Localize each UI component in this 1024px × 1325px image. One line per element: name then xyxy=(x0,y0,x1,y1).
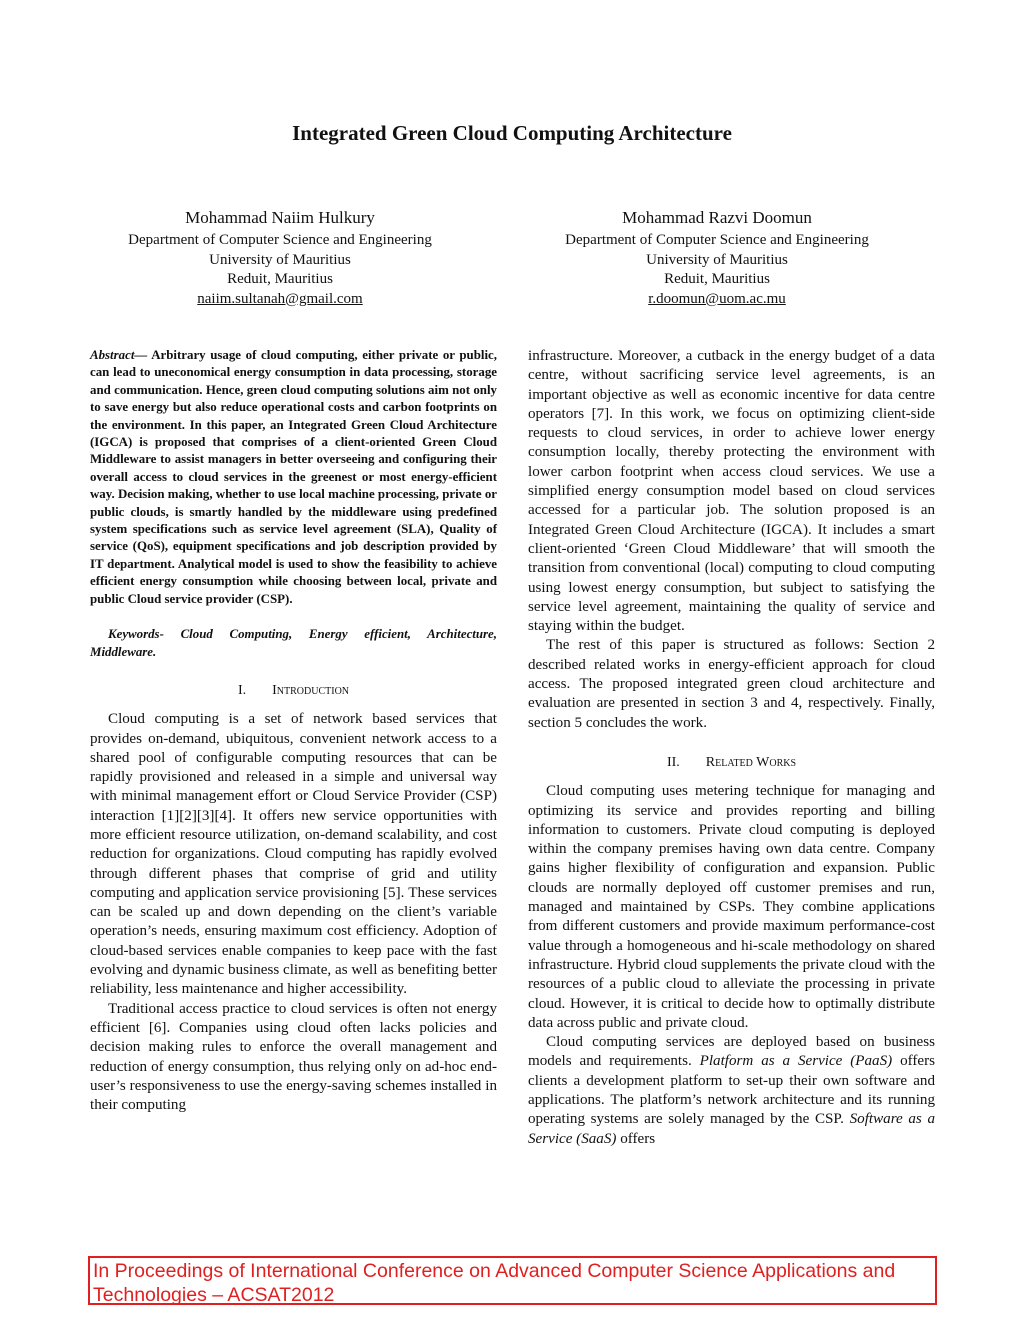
abstract-label: Abstract— xyxy=(90,348,148,362)
author-location: Reduit, Mauritius xyxy=(664,271,770,287)
section-title: Introduction xyxy=(272,682,350,698)
section-number: II. xyxy=(666,754,680,770)
abstract-text: Arbitrary usage of cloud computing, either private or public, can lead to uneconomical energy consumption in data processing, storage and communication. Hence, green cloud computing solutions aim not only to save energy but also reduce operational costs and carbon footprints on the environment. In this paper, an Integrated Green Cloud Architecture (IGCA) is proposed that comprises of a client-oriented Green Cloud Middleware to assist managers in better overseeing and configuring their overall access to cloud services in the greenest or most energy-efficient way. Decision making, whether to use local machine processing, private or public clouds, is smartly handled by the middleware using predefined system specifications such as service level agreement (SLA), Quality of service (QoS), equipment specifications and job description provided by IT department. Analytical model is used to show the feasibility to achieve efficient energy consumption while choosing between local, private and public Cloud service provider (CSP). xyxy=(90,348,497,606)
paragraph-text: offers clients a development platform to set-up their own software and applications. The platform’s network architecture and its running operating systems are solely managed by the CSP. xyxy=(528,1053,935,1128)
section-number: I. xyxy=(237,682,247,698)
paragraph: The rest of this paper is structured as follows: Section 2 described related works in energy-efficient approach for cloud access. The proposed integrated green cloud architecture and evaluation are presented in section 3 and 4, respectively. Finally, section 5 concludes the work. xyxy=(528,637,935,731)
author-university: University of Mauritius xyxy=(646,251,788,268)
author-name: Mohammad Razvi Doomun xyxy=(622,208,812,227)
paragraph: Cloud computing uses metering technique for managing and optimizing its service and provides reporting and billing information to customers. Private cloud computing is deployed within the company premises having own data centre. Company gains higher flexibility of configuration and expansion. Public clouds are normally deployed off customer premises and run, managed and maintained by CSPs. They combine applications from different customers and provide maximum performance-cost value through a homogeneous and hi-scale methodology on shared infrastructure. Hybrid cloud supplements the private cloud with the resources of a public cloud to alleviate the processing in private cloud. However, it is critical to decide how to optimally distribute data across public and private cloud. xyxy=(528,783,935,1031)
author-university: University of Mauritius xyxy=(209,251,351,268)
author-department: Department of Computer Science and Engineering xyxy=(128,232,432,248)
paragraph xyxy=(528,1033,935,1149)
paragraph: infrastructure. Moreover, a cutback in the energy budget of a data centre, without sacrificing service level agreements, is an important objective as well as economic incentive for data centre operators [7]. In this work, we focus on optimizing client-side requests to cloud services, in order to achieve lower energy consumption locally, thereby protecting the environment with lower carbon footprint when access cloud services. We use a simplified energy consumption model based on cloud services accessed for a particular job. The solution proposed is an Integrated Green Cloud Architecture (IGCA). It includes a smart client-oriented ‘Green Cloud Middleware’ that will smooth the transition from conventional (local) computing to cloud computing using lowest energy consumption, but subject to satisfying the service level agreement, maintaining the quality of service and staying within the budget. xyxy=(528,348,935,635)
paragraph: Cloud computing is a set of network based services that provides on-demand, ubiquitous, convenient network access to a shared pool of configurable computing resources that can be rapidly provisioned and released in a simple and universal way with minimal management effort or Cloud Service Provider (CSP) interaction [1][2][3][4]. It offers new service opportunities with more efficient resource utilization, on-demand scalability, and cost reduction for organizations. Cloud computing has rapidly evolved through different phases that comprise of grid and utility computing and application service provisioning [5]. These services can be scaled up and down depending on the client’s variable operation’s needs, ensuring maximum cost efficiency. Adoption of cloud-based services enable companies to keep pace with the fast evolving and dynamic business climate, as well as benefiting better reliability, less maintenance and higher accessibility. xyxy=(90,711,497,998)
section-heading-introduction xyxy=(90,681,497,700)
left-column xyxy=(90,347,497,1115)
proceedings-footer: In Proceedings of International Conference on Advanced Computer Science Applications and Technologies – ACSAT2012 xyxy=(88,1256,937,1305)
paragraph-text: Cloud computing services are deployed based on business models and requirements. xyxy=(528,1034,935,1070)
author-email[interactable]: r.doomun@uom.ac.mu xyxy=(648,290,786,307)
emphasis-paas: Platform as a Service (PaaS) xyxy=(699,1053,893,1070)
emphasis-saas: Software as a Service (SaaS) xyxy=(528,1111,936,1147)
paragraph: Traditional access practice to cloud services is often not energy efficient [6]. Companies using cloud often lacks policies and decision making rules to enforce the overall management and reduction of energy consumption, thus relying only on ad-hoc end-user’s responsiveness to use the energy-saving schemes installed in their computing xyxy=(90,1000,497,1114)
keywords: Keywords- Cloud Computing, Energy efficient, Architecture, Middleware. xyxy=(90,627,497,659)
paper-title: Integrated Green Cloud Computing Architecture xyxy=(292,121,732,145)
paragraph-text: offers xyxy=(616,1130,656,1147)
author-department: Department of Computer Science and Engineering xyxy=(565,232,869,248)
right-column xyxy=(528,347,935,1149)
author-block-1 xyxy=(80,207,480,309)
section-title: Related Works xyxy=(705,754,797,770)
abstract xyxy=(90,347,497,608)
author-name: Mohammad Naiim Hulkury xyxy=(185,208,375,227)
author-block-2 xyxy=(517,207,917,309)
section-heading-related-works xyxy=(528,753,935,772)
author-email[interactable]: naiim.sultanah@gmail.com xyxy=(197,290,363,307)
author-location: Reduit, Mauritius xyxy=(227,271,333,287)
